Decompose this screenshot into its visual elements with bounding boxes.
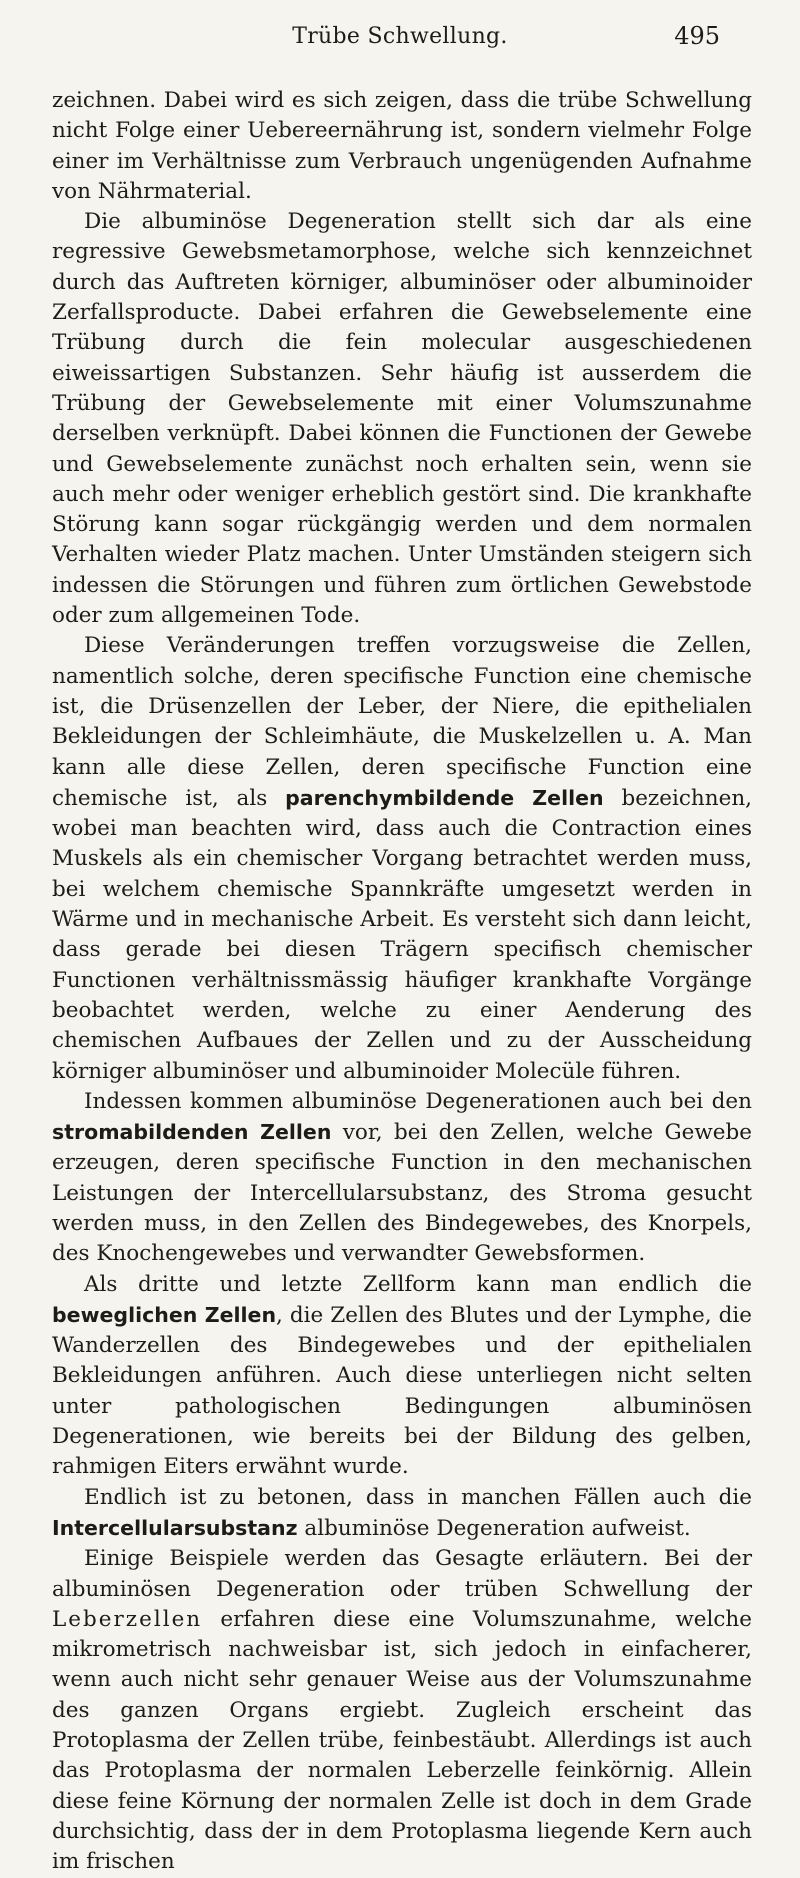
paragraph: Einige Beispiele werden das Gesagte erläutern. Bei der albuminösen Degeneration oder trüben Schwellung der Leberzellen erfahren diese eine Volumszunahme, welche mikrometrisch nachweisbar ist, sich jedoch in einfacherer, wenn auch nicht sehr genauer Weise aus der Volumszunahme des ganzen Organs ergiebt. Zugleich erscheint das Protoplasma der Zellen trübe, feinbestäubt. Allerdings ist auch das Protoplasma der normalen Leberzelle feinkörnig. Allein diese feine Körnung der normalen Zelle ist doch in dem Grade durchsichtig, dass der in dem Protoplasma liegende Kern auch im frischen [52,1546,752,1875]
emphasis: stromabildenden Zellen [52,1120,332,1145]
page-number: 495 [674,22,720,50]
emphasis: beweglichen Zellen [52,1302,277,1327]
spaced-emphasis: Leberzellen [52,1606,203,1632]
emphasis: Intercellularsubstanz [52,1515,298,1540]
body-text [52,86,752,1878]
paragraph: Indessen kommen albuminöse Degenerationen auch bei den stromabildenden Zellen vor, bei den Zellen, welche Gewebe erzeugen, deren specifische Function in den mechanischen Leistungen der Intercellularsubstanz, des Stroma gesucht werden muss, in den Zellen des Bindegewebes, des Knorpels, des Knochengewebes und verwandter Gewebsformen. [52,1088,752,1267]
running-title: Trübe Schwellung. [292,24,508,49]
page-header [0,18,800,58]
paragraph: Diese Veränderungen treffen vorzugsweise die Zellen, namentlich solche, deren specifische Function eine chemische ist, die Drüsenzellen der Leber, der Niere, die epithelialen Bekleidungen der Schleimhäute, die Muskelzellen u. A. Man kann alle diese Zellen, deren specifische Function eine chemische ist, als parenchymbildende Zellen bezeichnen, wobei man beachten wird, dass auch die Contraction eines Muskels als ein chemischer Vorgang betrachtet werden muss, bei welchem chemische Spannkräfte umgesetzt werden in Wärme und in mechanische Arbeit. Es versteht sich dann leicht, dass gerade bei diesen Trägern specifisch chemischer Functionen verhältnissmässig häufiger krankhafte Vorgänge beobachtet werden, welche zu einer Aenderung des chemischen Aufbaues der Zellen und zu der Ausscheidung körniger albuminöser und albuminoider Molecüle führen. [52,633,753,1084]
emphasis: parenchymbildende Zellen [285,785,604,810]
paragraph: zeichnen. Dabei wird es sich zeigen, dass die trübe Schwellung nicht Folge einer Uebereernährung ist, sondern vielmehr Folge einer im Verhältnisse zum Verbrauch ungenügenden Aufnahme von Nährmaterial. [52,88,752,204]
paragraph: Endlich ist zu betonen, dass in manchen Fällen auch die Intercellularsubstanz albuminöse Degeneration aufweist. [52,1484,752,1541]
paragraph: Als dritte und letzte Zellform kann man endlich die beweglichen Zellen, die Zellen des Blutes und der Lymphe, die Wanderzellen des Bindegewebes und der epithelialen Bekleidungen anführen. Auch diese unterliegen nicht selten unter pathologischen Bedingungen albuminösen Degenerationen, wie bereits bei der Bildung des gelben, rahmigen Eiters erwähnt wurde. [52,1271,752,1480]
paragraph: Die albuminöse Degeneration stellt sich dar als eine regressive Gewebsmetamorphose, welche sich kennzeichnet durch das Auftreten körniger, albuminöser oder albuminoider Zerfallsproducte. Dabei erfahren die Gewebselemente eine Trübung durch die fein molecular ausgeschiedenen eiweissartigen Substanzen. Sehr häufig ist ausserdem die Trübung der Gewebselemente mit einer Volumszunahme derselben verknüpft. Dabei können die Functionen der Gewebe und Gewebselemente zunächst noch erhalten sein, wenn sie auch mehr oder weniger erheblich gestört sind. Die krankhafte Störung kann sogar rückgängig werden und dem normalen Verhalten wieder Platz machen. Unter Umständen steigern sich indessen die Störungen und führen zum örtlichen Gewebstode oder zum allgemeinen Tode. [52,209,752,629]
